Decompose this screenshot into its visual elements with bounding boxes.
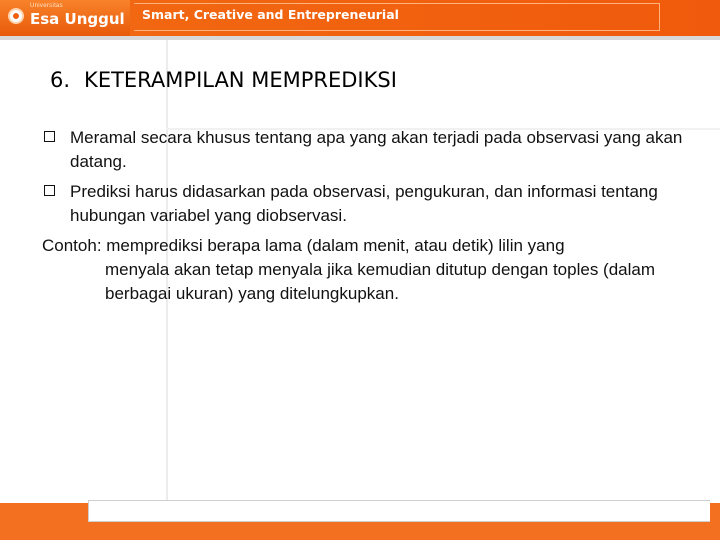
example-paragraph: [42, 234, 692, 306]
university-label: Universitas: [30, 3, 63, 9]
logo: [0, 0, 130, 36]
example-rest: menyala akan tetap menyala jika kemudian ditutup dengan toples (dalam berbagai ukuran) yang ditelungkupkan.: [105, 260, 656, 303]
bullet-item: [42, 126, 692, 174]
seal-icon: [8, 8, 24, 24]
checkbox-bullet-icon: [44, 185, 55, 196]
title-text: KETERAMPILAN MEMPREDIKSI: [84, 68, 397, 92]
tagline: Smart, Creative and Entrepreneurial: [142, 7, 399, 22]
bullet-text: Prediksi harus didasarkan pada observasi, pengukuran, dan informasi tentang hubungan variabel yang diobservasi.: [70, 182, 658, 225]
example-lead: Contoh: memprediksi berapa lama (dalam menit, atau detik) lilin yang: [42, 236, 565, 255]
bullet-item: [42, 180, 692, 228]
bullet-text: Meramal secara khusus tentang apa yang akan terjadi pada observasi yang akan datang.: [70, 128, 683, 171]
checkbox-bullet-icon: [44, 131, 55, 142]
slide-title: [50, 68, 397, 92]
header-divider: [0, 36, 720, 40]
slide-body: [42, 126, 692, 306]
header-bar: [0, 0, 720, 36]
brand-name: Esa Unggul: [30, 10, 125, 28]
title-number: 6.: [50, 68, 71, 92]
footer-frame: [88, 500, 710, 522]
